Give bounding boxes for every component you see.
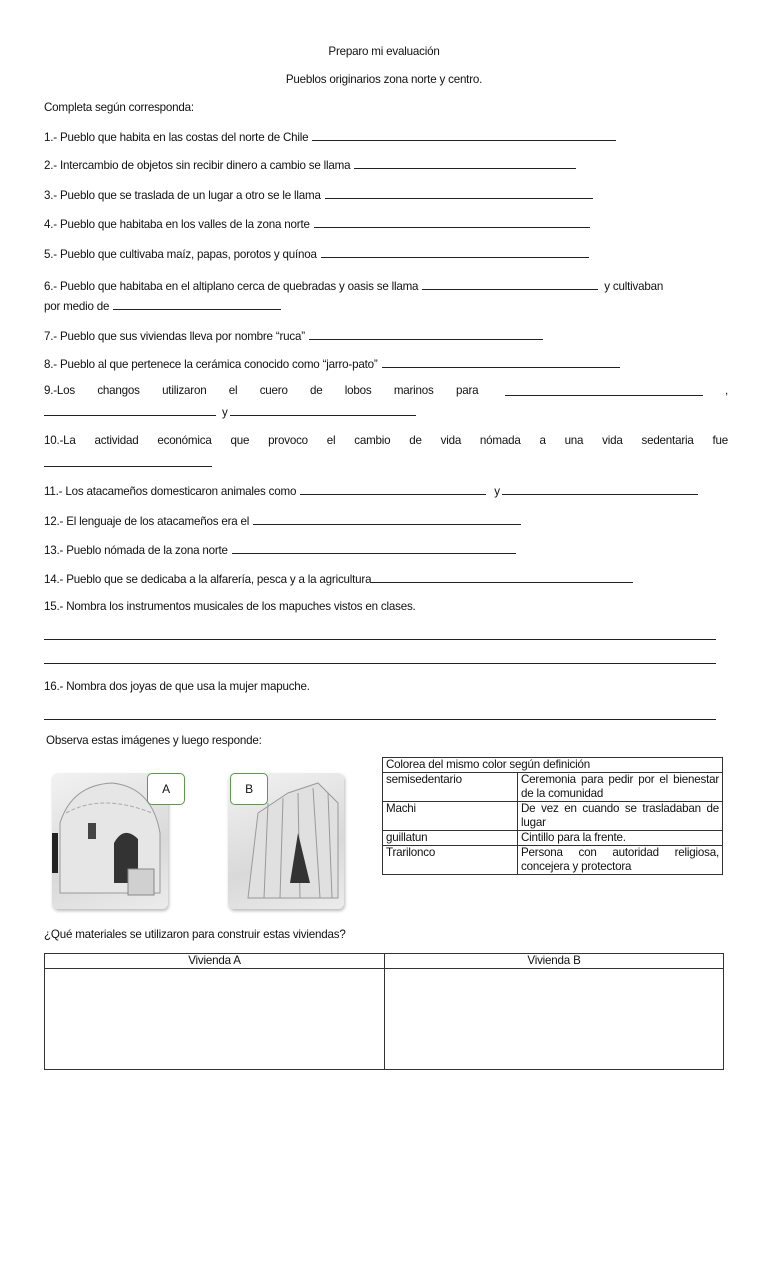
observe-instruction: Observa estas imágenes y luego responde: — [46, 734, 262, 747]
page-subtitle: Pueblos originarios zona norte y centro. — [285, 73, 483, 86]
answer-line[interactable] — [44, 663, 716, 664]
answer-cell-b[interactable] — [385, 969, 724, 1070]
table-row: guillatun Cintillo para la frente. — [383, 831, 723, 846]
question-9: 9.-Los changos utilizaron el cuero de lobos marinos para , — [44, 384, 728, 397]
answer-blank[interactable] — [309, 328, 543, 340]
question-3: 3.- Pueblo que se traslada de un lugar a otro se le llama — [44, 187, 593, 203]
answer-blank[interactable] — [502, 483, 698, 495]
materials-question: ¿Qué materiales se utilizaron para construir estas viviendas? — [44, 928, 346, 941]
question-10-cont — [44, 455, 212, 471]
question-8: 8.- Pueblo al que pertenece la cerámica conocido como “jarro-pato” — [44, 356, 620, 372]
answer-blank[interactable] — [371, 571, 633, 583]
question-14: 14.- Pueblo que se dedicaba a la alfarería, pesca y a la agricultura — [44, 571, 633, 587]
answer-blank[interactable] — [325, 187, 593, 199]
question-6-cont: por medio de — [44, 298, 281, 314]
question-4: 4.- Pueblo que habitaba en los valles de la zona norte — [44, 216, 590, 232]
question-5: 5.- Pueblo que cultivaba maíz, papas, porotos y quínoa — [44, 246, 589, 262]
definitions-table — [382, 757, 723, 875]
table-row: Machi De vez en cuando se trasladaban de lugar — [383, 802, 723, 831]
table-row: semisedentario Ceremonia para pedir por el bienestar de la comunidad — [383, 773, 723, 802]
answer-blank[interactable] — [314, 216, 590, 228]
answer-blank[interactable] — [505, 384, 703, 396]
question-15: 15.- Nombra los instrumentos musicales de los mapuches vistos en clases. — [44, 600, 416, 613]
answer-blank[interactable] — [253, 513, 521, 525]
definitions-header: Colorea del mismo color según definición — [383, 758, 723, 773]
table-row: Trarilonco Persona con autoridad religiosa, concejera y protectora — [383, 846, 723, 875]
col-vivienda-b: Vivienda B — [385, 954, 724, 969]
question-16: 16.- Nombra dos joyas de que usa la mujer mapuche. — [44, 680, 310, 693]
answer-blank[interactable] — [312, 129, 616, 141]
answer-blank[interactable] — [321, 246, 589, 258]
answer-blank[interactable] — [44, 404, 216, 416]
answer-blank[interactable] — [44, 455, 212, 467]
answer-blank[interactable] — [230, 404, 416, 416]
question-10: 10.-La actividad económica que provoco el cambio de vida nómada a una vida sedentaria fue — [44, 434, 728, 447]
question-9-cont: y — [44, 404, 416, 420]
col-vivienda-a: Vivienda A — [45, 954, 385, 969]
question-1: 1.- Pueblo que habita en las costas del norte de Chile — [44, 129, 616, 145]
label-a: A — [147, 773, 185, 805]
answer-line[interactable] — [44, 719, 716, 720]
question-2: 2.- Intercambio de objetos sin recibir dinero a cambio se llama — [44, 157, 576, 173]
label-b: B — [230, 773, 268, 805]
question-7: 7.- Pueblo que sus viviendas lleva por nombre “ruca” — [44, 328, 543, 344]
answer-blank[interactable] — [300, 483, 486, 495]
question-12: 12.- El lenguaje de los atacameños era el — [44, 513, 521, 529]
answer-line[interactable] — [44, 639, 716, 640]
answer-blank[interactable] — [354, 157, 576, 169]
answer-blank[interactable] — [232, 542, 516, 554]
answer-blank[interactable] — [113, 298, 281, 310]
question-13: 13.- Pueblo nómada de la zona norte — [44, 542, 516, 558]
instruction: Completa según corresponda: — [44, 101, 194, 114]
page-title: Preparo mi evaluación — [328, 45, 440, 58]
answer-cell-a[interactable] — [45, 969, 385, 1070]
question-11: 11.- Los atacameños domesticaron animales como y — [44, 483, 698, 499]
question-6: 6.- Pueblo que habitaba en el altiplano cerca de quebradas y oasis se llama y cultivaban — [44, 280, 664, 293]
answer-table — [44, 953, 724, 1070]
answer-blank[interactable] — [422, 278, 598, 290]
answer-blank[interactable] — [382, 356, 620, 368]
